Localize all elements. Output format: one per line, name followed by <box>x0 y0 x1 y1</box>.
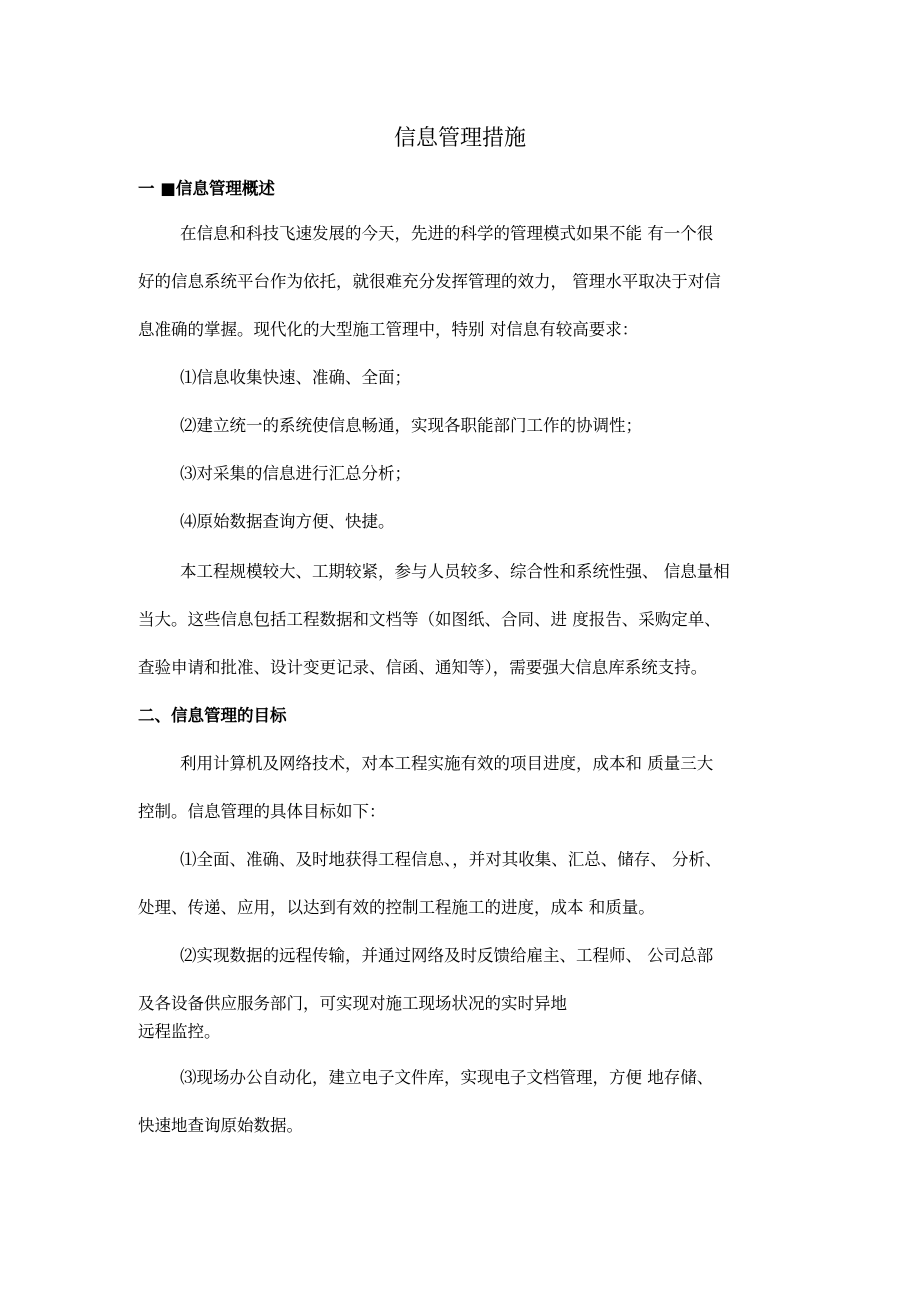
paragraph-line: 好的信息系统平台作为依托，就很难充分发挥管理的效力， 管理水平取决于对信 <box>138 272 721 291</box>
goal-item-3: ⑶现场办公自动化，建立电子文件库，实现电子文档管理，方便 地存储、 <box>180 1068 714 1087</box>
goal-item-1: ⑴全面、准确、及时地获得工程信息、，并对其收集、汇总、储存、 分析、 <box>180 850 722 869</box>
paragraph-line: 利用计算机及网络技术，对本工程实施有效的项目进度，成本和 质量三大 <box>180 754 714 773</box>
goal-item-2: ⑵实现数据的远程传输，并通过网络及时反馈给雇主、工程师、 公司总部 <box>180 946 714 965</box>
requirement-item-2: ⑵建立统一的系统使信息畅通，实现各职能部门工作的协调性； <box>180 416 642 435</box>
goal-item-1-continued: 处理、传递、应用，以达到有效的控制工程施工的进度，成本 和质量。 <box>138 898 655 917</box>
section-1-heading: 一 ■信息管理概述 <box>138 179 275 198</box>
goal-item-2-continued: 及各设备供应服务部门，可实现对施工现场状况的实时异地 <box>138 994 567 1013</box>
paragraph-line: 控制。信息管理的具体目标如下： <box>138 802 386 821</box>
paragraph-line: 查验申请和批准、设计变更记录、信函、通知等），需要强大信息库系统支持。 <box>138 658 708 677</box>
requirement-item-1: ⑴信息收集快速、准确、全面； <box>180 368 411 387</box>
requirement-item-4: ⑷原始数据查询方便、快捷。 <box>180 512 395 531</box>
paragraph-line: 当大。这些信息包括工程数据和文档等（如图纸、合同、进 度报告、采购定单、 <box>138 610 721 629</box>
document-title: 信息管理措施 <box>393 126 526 151</box>
section-2-heading: 二、信息管理的目标 <box>138 706 287 725</box>
paragraph-line: 在信息和科技飞速发展的今天，先进的科学的管理模式如果不能 有一个很 <box>180 224 714 243</box>
goal-item-3-continued: 快速地查询原始数据。 <box>138 1116 303 1135</box>
requirement-item-3: ⑶对采集的信息进行汇总分析； <box>180 464 411 483</box>
goal-item-2-continued: 远程监控。 <box>138 1022 221 1041</box>
paragraph-line: 息准确的掌握。现代化的大型施工管理中，特别 对信息有较高要求： <box>138 320 639 339</box>
paragraph-line: 本工程规模较大、工期较紧，参与人员较多、综合性和系统性强、 信息量相 <box>180 562 730 581</box>
